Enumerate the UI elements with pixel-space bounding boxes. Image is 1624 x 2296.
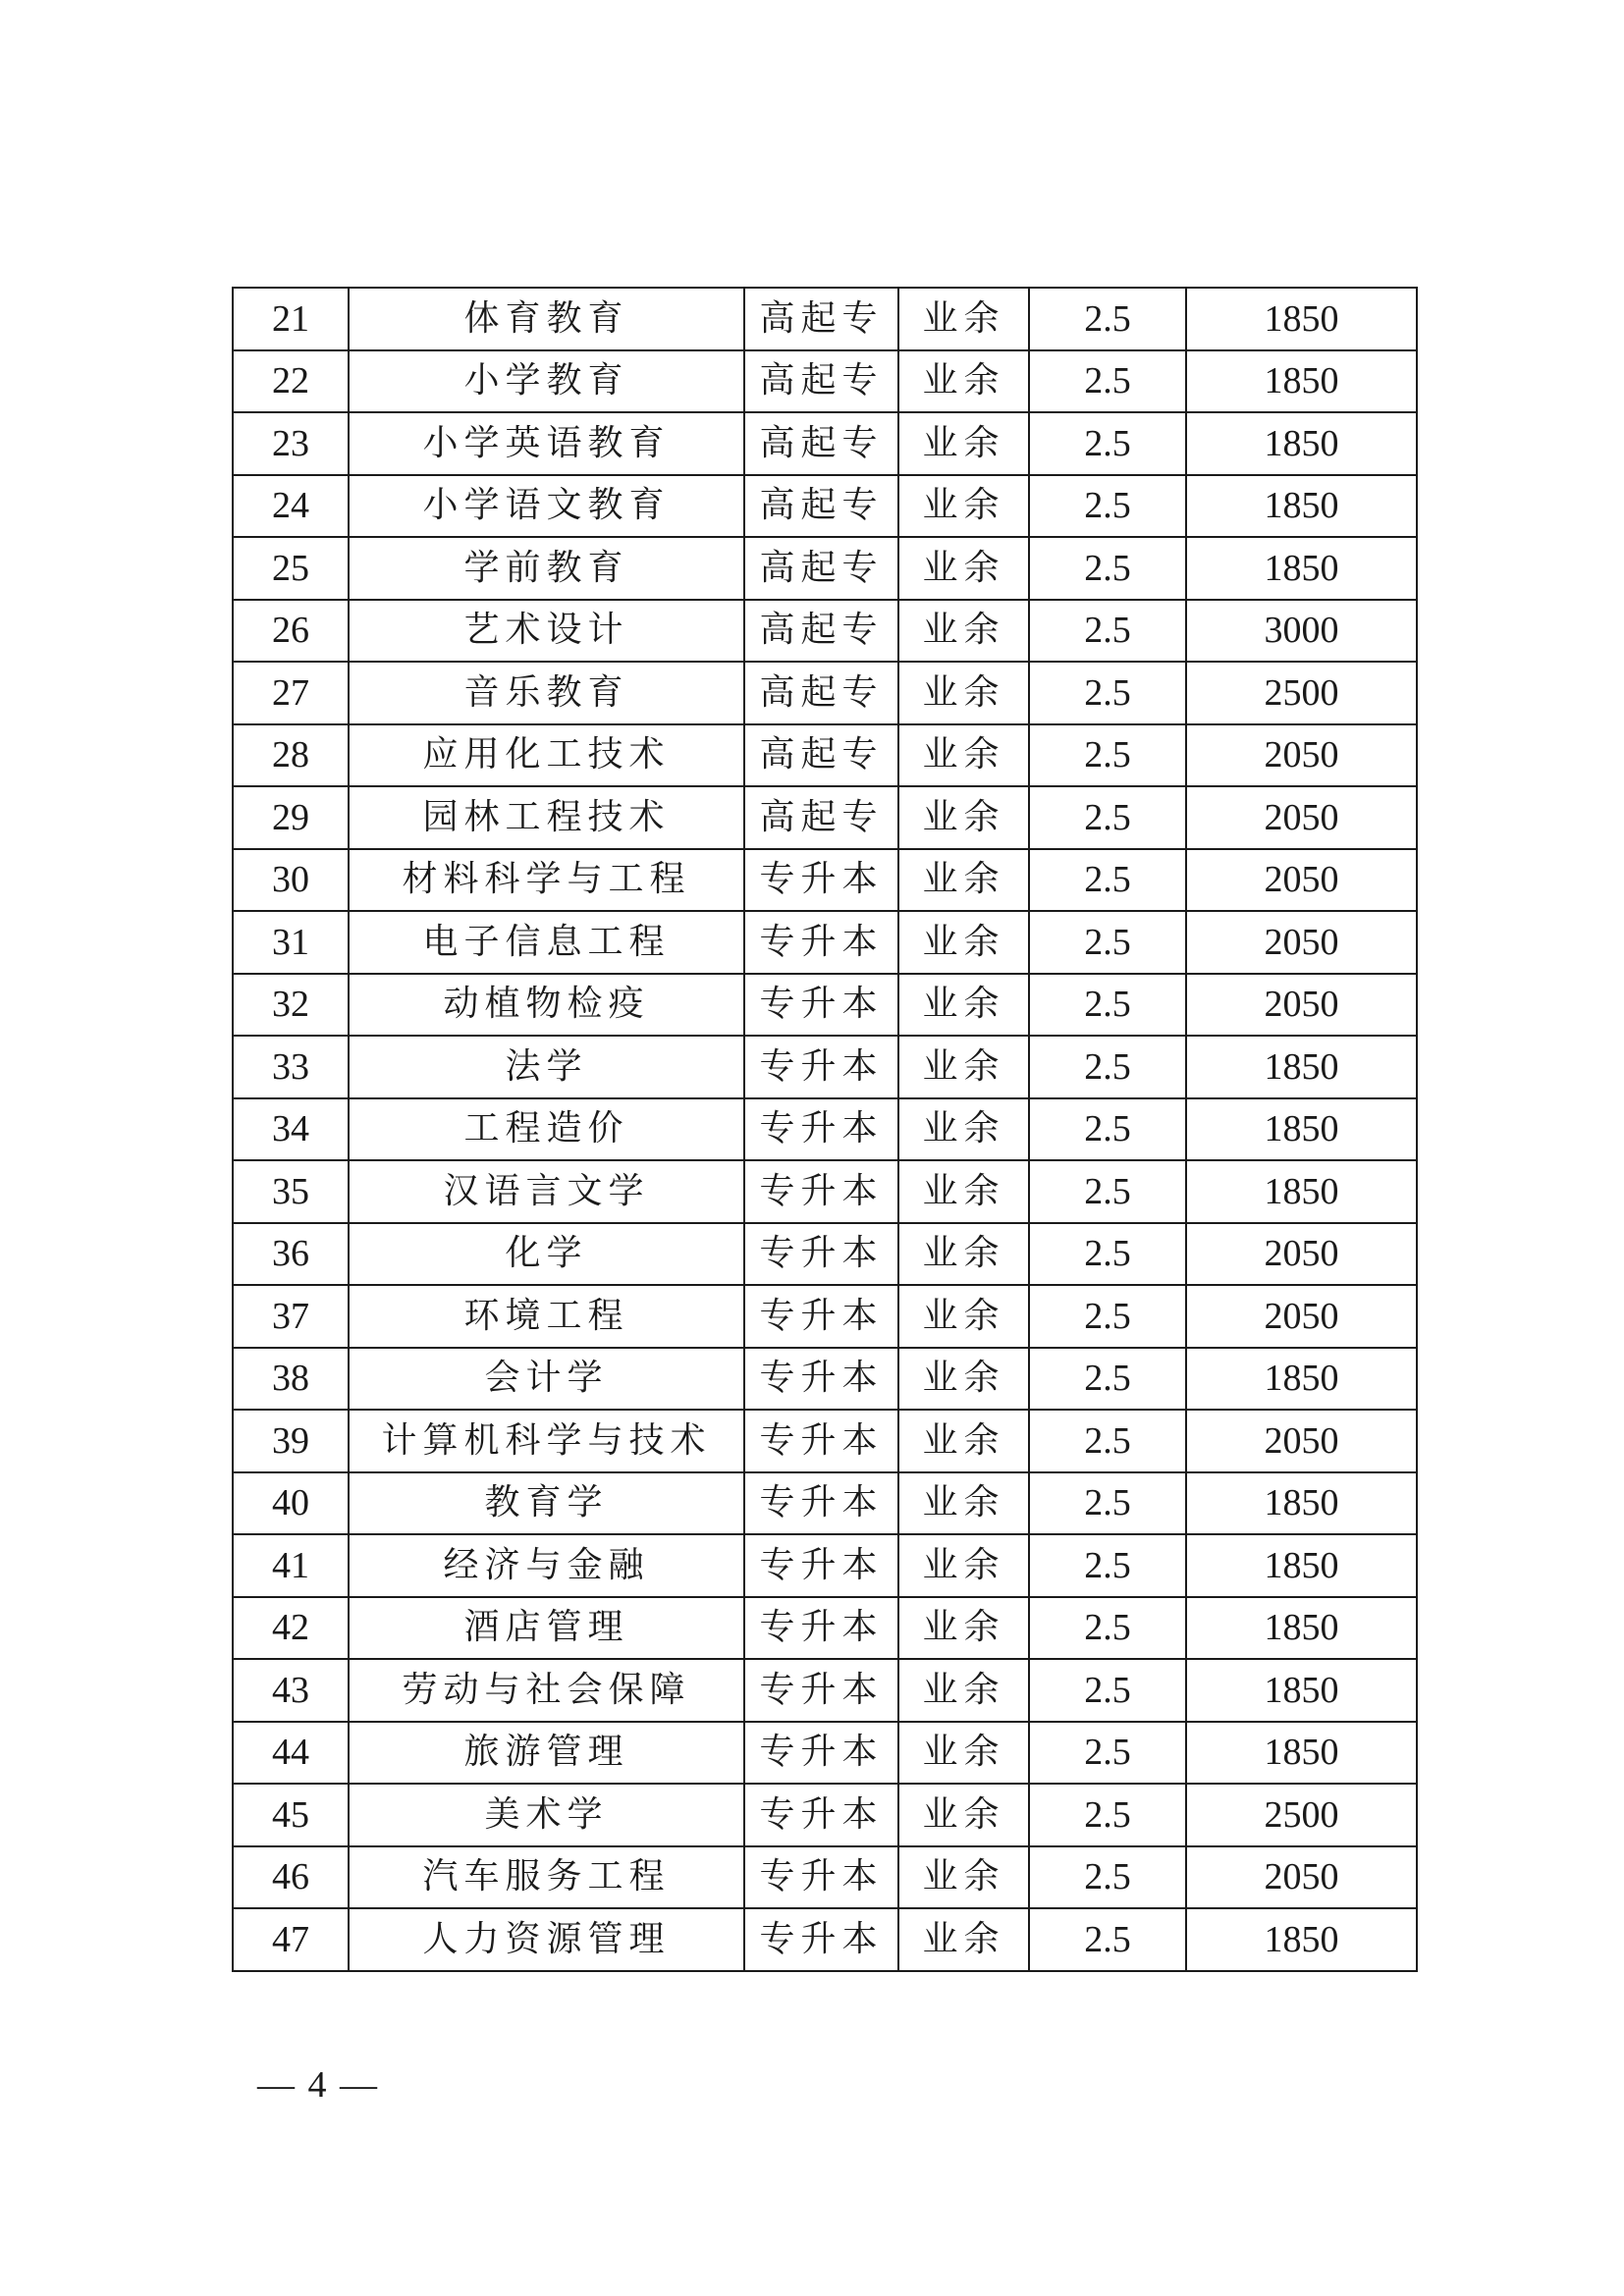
cell-study-mode: 业余 <box>898 1659 1029 1722</box>
cell-level: 专升本 <box>744 1597 898 1660</box>
cell-duration: 2.5 <box>1029 475 1186 538</box>
cell-major: 汉语言文学 <box>349 1160 744 1223</box>
cell-level: 专升本 <box>744 1160 898 1223</box>
cell-study-mode: 业余 <box>898 849 1029 912</box>
cell-major: 艺术设计 <box>349 600 744 663</box>
page-number: — 4 — <box>257 2064 379 2106</box>
cell-duration: 2.5 <box>1029 974 1186 1037</box>
cell-major: 经济与金融 <box>349 1534 744 1597</box>
cell-seq: 43 <box>233 1659 349 1722</box>
cell-study-mode: 业余 <box>898 288 1029 350</box>
cell-study-mode: 业余 <box>898 475 1029 538</box>
cell-duration: 2.5 <box>1029 1722 1186 1785</box>
table-row <box>233 1098 1417 1161</box>
cell-duration: 2.5 <box>1029 1472 1186 1535</box>
table-row <box>233 1722 1417 1785</box>
cell-major: 体育教育 <box>349 288 744 350</box>
table-row <box>233 1908 1417 1971</box>
cell-duration: 2.5 <box>1029 288 1186 350</box>
cell-seq: 26 <box>233 600 349 663</box>
table-row <box>233 1410 1417 1472</box>
cell-study-mode: 业余 <box>898 1784 1029 1846</box>
cell-fee: 3000 <box>1186 600 1417 663</box>
cell-fee: 2050 <box>1186 1846 1417 1909</box>
cell-level: 高起专 <box>744 475 898 538</box>
cell-major: 法学 <box>349 1036 744 1098</box>
cell-study-mode: 业余 <box>898 1160 1029 1223</box>
table-row <box>233 1036 1417 1098</box>
cell-study-mode: 业余 <box>898 1223 1029 1286</box>
cell-fee: 1850 <box>1186 1534 1417 1597</box>
cell-fee: 2050 <box>1186 974 1417 1037</box>
table-row <box>233 1348 1417 1411</box>
cell-duration: 2.5 <box>1029 911 1186 974</box>
cell-duration: 2.5 <box>1029 1534 1186 1597</box>
cell-seq: 30 <box>233 849 349 912</box>
cell-major: 小学教育 <box>349 350 744 413</box>
cell-seq: 21 <box>233 288 349 350</box>
cell-major: 工程造价 <box>349 1098 744 1161</box>
cell-fee: 2050 <box>1186 849 1417 912</box>
cell-seq: 28 <box>233 724 349 787</box>
cell-seq: 35 <box>233 1160 349 1223</box>
cell-major: 小学语文教育 <box>349 475 744 538</box>
cell-major: 动植物检疫 <box>349 974 744 1037</box>
cell-level: 专升本 <box>744 1659 898 1722</box>
cell-seq: 32 <box>233 974 349 1037</box>
table-row <box>233 1784 1417 1846</box>
cell-seq: 38 <box>233 1348 349 1411</box>
table-row <box>233 1659 1417 1722</box>
cell-level: 专升本 <box>744 1285 898 1348</box>
cell-level: 专升本 <box>744 911 898 974</box>
cell-duration: 2.5 <box>1029 1908 1186 1971</box>
table-row <box>233 1160 1417 1223</box>
cell-duration: 2.5 <box>1029 786 1186 849</box>
tuition-table <box>232 287 1418 1972</box>
table-body <box>233 288 1417 1971</box>
cell-seq: 46 <box>233 1846 349 1909</box>
cell-duration: 2.5 <box>1029 1223 1186 1286</box>
table-row <box>233 412 1417 475</box>
cell-major: 计算机科学与技术 <box>349 1410 744 1472</box>
cell-study-mode: 业余 <box>898 662 1029 724</box>
cell-level: 专升本 <box>744 849 898 912</box>
cell-major: 教育学 <box>349 1472 744 1535</box>
cell-study-mode: 业余 <box>898 1410 1029 1472</box>
cell-major: 旅游管理 <box>349 1722 744 1785</box>
cell-level: 高起专 <box>744 412 898 475</box>
cell-seq: 27 <box>233 662 349 724</box>
cell-seq: 36 <box>233 1223 349 1286</box>
cell-level: 专升本 <box>744 1472 898 1535</box>
cell-level: 高起专 <box>744 288 898 350</box>
cell-fee: 2050 <box>1186 1285 1417 1348</box>
cell-major: 学前教育 <box>349 537 744 600</box>
cell-seq: 34 <box>233 1098 349 1161</box>
cell-study-mode: 业余 <box>898 1285 1029 1348</box>
cell-major: 劳动与社会保障 <box>349 1659 744 1722</box>
cell-seq: 42 <box>233 1597 349 1660</box>
cell-seq: 22 <box>233 350 349 413</box>
cell-fee: 1850 <box>1186 1160 1417 1223</box>
cell-level: 专升本 <box>744 1410 898 1472</box>
table-row <box>233 849 1417 912</box>
cell-level: 专升本 <box>744 1036 898 1098</box>
table-row <box>233 1285 1417 1348</box>
cell-major: 汽车服务工程 <box>349 1846 744 1909</box>
cell-duration: 2.5 <box>1029 1659 1186 1722</box>
table-row <box>233 288 1417 350</box>
cell-fee: 1850 <box>1186 1659 1417 1722</box>
cell-seq: 29 <box>233 786 349 849</box>
cell-major: 化学 <box>349 1223 744 1286</box>
cell-study-mode: 业余 <box>898 1908 1029 1971</box>
cell-duration: 2.5 <box>1029 537 1186 600</box>
cell-duration: 2.5 <box>1029 600 1186 663</box>
cell-duration: 2.5 <box>1029 1098 1186 1161</box>
table-row <box>233 350 1417 413</box>
cell-fee: 2050 <box>1186 911 1417 974</box>
cell-duration: 2.5 <box>1029 1348 1186 1411</box>
cell-fee: 2500 <box>1186 1784 1417 1846</box>
cell-fee: 1850 <box>1186 1908 1417 1971</box>
cell-level: 专升本 <box>744 1722 898 1785</box>
cell-level: 高起专 <box>744 724 898 787</box>
cell-study-mode: 业余 <box>898 724 1029 787</box>
table-row <box>233 1846 1417 1909</box>
cell-major: 应用化工技术 <box>349 724 744 787</box>
cell-fee: 2500 <box>1186 662 1417 724</box>
cell-duration: 2.5 <box>1029 350 1186 413</box>
cell-major: 园林工程技术 <box>349 786 744 849</box>
cell-duration: 2.5 <box>1029 1285 1186 1348</box>
cell-study-mode: 业余 <box>898 786 1029 849</box>
cell-study-mode: 业余 <box>898 1722 1029 1785</box>
cell-fee: 1850 <box>1186 1036 1417 1098</box>
cell-level: 专升本 <box>744 974 898 1037</box>
cell-study-mode: 业余 <box>898 1098 1029 1161</box>
cell-study-mode: 业余 <box>898 537 1029 600</box>
cell-fee: 2050 <box>1186 1410 1417 1472</box>
cell-major: 环境工程 <box>349 1285 744 1348</box>
table-row <box>233 662 1417 724</box>
cell-duration: 2.5 <box>1029 1846 1186 1909</box>
cell-major: 小学英语教育 <box>349 412 744 475</box>
cell-seq: 39 <box>233 1410 349 1472</box>
cell-seq: 24 <box>233 475 349 538</box>
cell-level: 高起专 <box>744 600 898 663</box>
cell-duration: 2.5 <box>1029 1160 1186 1223</box>
cell-fee: 1850 <box>1186 288 1417 350</box>
cell-fee: 1850 <box>1186 1722 1417 1785</box>
cell-seq: 41 <box>233 1534 349 1597</box>
cell-fee: 2050 <box>1186 786 1417 849</box>
cell-seq: 31 <box>233 911 349 974</box>
cell-level: 高起专 <box>744 537 898 600</box>
cell-study-mode: 业余 <box>898 350 1029 413</box>
cell-duration: 2.5 <box>1029 724 1186 787</box>
table-row <box>233 1472 1417 1535</box>
cell-major: 酒店管理 <box>349 1597 744 1660</box>
cell-fee: 1850 <box>1186 1348 1417 1411</box>
cell-duration: 2.5 <box>1029 1036 1186 1098</box>
table-row <box>233 1223 1417 1286</box>
cell-duration: 2.5 <box>1029 1410 1186 1472</box>
cell-duration: 2.5 <box>1029 412 1186 475</box>
cell-seq: 33 <box>233 1036 349 1098</box>
cell-level: 专升本 <box>744 1784 898 1846</box>
cell-major: 会计学 <box>349 1348 744 1411</box>
cell-study-mode: 业余 <box>898 1472 1029 1535</box>
cell-study-mode: 业余 <box>898 1597 1029 1660</box>
table-row <box>233 911 1417 974</box>
cell-fee: 1850 <box>1186 1472 1417 1535</box>
cell-study-mode: 业余 <box>898 911 1029 974</box>
cell-level: 高起专 <box>744 350 898 413</box>
cell-study-mode: 业余 <box>898 1036 1029 1098</box>
table-row <box>233 537 1417 600</box>
cell-level: 专升本 <box>744 1098 898 1161</box>
cell-study-mode: 业余 <box>898 1348 1029 1411</box>
cell-fee: 1850 <box>1186 1597 1417 1660</box>
cell-duration: 2.5 <box>1029 662 1186 724</box>
table-row <box>233 974 1417 1037</box>
cell-major: 电子信息工程 <box>349 911 744 974</box>
cell-fee: 1850 <box>1186 475 1417 538</box>
cell-fee: 1850 <box>1186 350 1417 413</box>
cell-major: 材料科学与工程 <box>349 849 744 912</box>
cell-study-mode: 业余 <box>898 974 1029 1037</box>
table-row <box>233 475 1417 538</box>
cell-seq: 40 <box>233 1472 349 1535</box>
cell-level: 专升本 <box>744 1908 898 1971</box>
cell-level: 专升本 <box>744 1846 898 1909</box>
cell-level: 高起专 <box>744 786 898 849</box>
cell-duration: 2.5 <box>1029 849 1186 912</box>
table-row <box>233 724 1417 787</box>
cell-fee: 1850 <box>1186 537 1417 600</box>
cell-major: 音乐教育 <box>349 662 744 724</box>
cell-major: 人力资源管理 <box>349 1908 744 1971</box>
cell-fee: 1850 <box>1186 1098 1417 1161</box>
cell-seq: 25 <box>233 537 349 600</box>
table-row <box>233 1534 1417 1597</box>
cell-fee: 2050 <box>1186 724 1417 787</box>
cell-study-mode: 业余 <box>898 1534 1029 1597</box>
cell-fee: 2050 <box>1186 1223 1417 1286</box>
table-row <box>233 786 1417 849</box>
cell-study-mode: 业余 <box>898 1846 1029 1909</box>
cell-level: 高起专 <box>744 662 898 724</box>
table-row <box>233 1597 1417 1660</box>
cell-seq: 47 <box>233 1908 349 1971</box>
table-row <box>233 600 1417 663</box>
cell-study-mode: 业余 <box>898 600 1029 663</box>
cell-seq: 44 <box>233 1722 349 1785</box>
cell-duration: 2.5 <box>1029 1784 1186 1846</box>
cell-seq: 23 <box>233 412 349 475</box>
cell-duration: 2.5 <box>1029 1597 1186 1660</box>
cell-level: 专升本 <box>744 1534 898 1597</box>
cell-study-mode: 业余 <box>898 412 1029 475</box>
cell-level: 专升本 <box>744 1348 898 1411</box>
cell-seq: 45 <box>233 1784 349 1846</box>
cell-seq: 37 <box>233 1285 349 1348</box>
cell-fee: 1850 <box>1186 412 1417 475</box>
cell-level: 专升本 <box>744 1223 898 1286</box>
cell-major: 美术学 <box>349 1784 744 1846</box>
